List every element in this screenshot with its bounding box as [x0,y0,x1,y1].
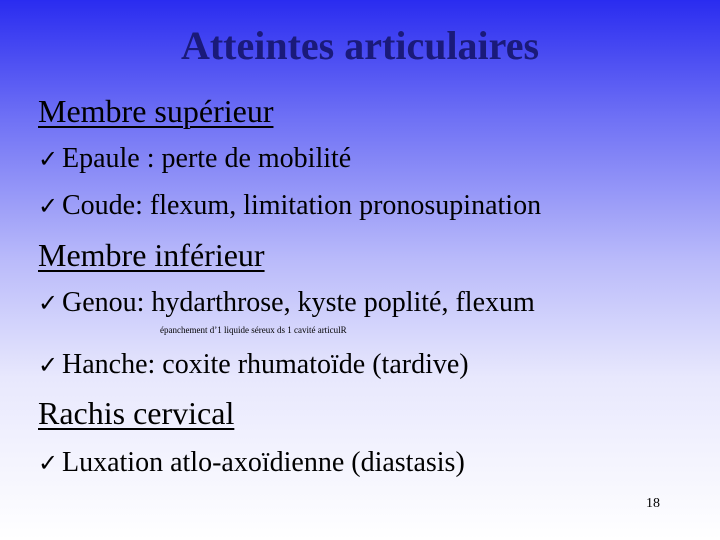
check-icon: ✓ [38,451,59,477]
bullet-text: Hanche: coxite rhumatoïde (tardive) [62,349,469,380]
check-icon: ✓ [38,147,59,173]
bullet-item-hanche [38,348,469,383]
footnote-epanchement: épanchement d’1 liquide séreux ds 1 cavité articulR [160,325,347,335]
page-number: 18 [646,496,660,511]
bullet-text: Epaule : perte de mobilité [62,143,352,174]
check-icon: ✓ [38,291,59,317]
bullet-item-coude [38,189,541,224]
bullet-item-genou [38,286,535,321]
slide-title: Atteintes articulaires [180,23,540,68]
bullet-text: Luxation atlo-axoïdienne (diastasis) [62,447,465,478]
section-heading-membre-superieur: Membre supérieur [38,93,274,129]
bullet-text: Genou: hydarthrose, kyste poplité, flexum [62,287,535,318]
section-heading-rachis-cervical: Rachis cervical [38,395,235,431]
bullet-item-luxation [38,446,465,481]
check-icon: ✓ [38,353,59,379]
bullet-text: Coude: flexum, limitation pronosupination [62,190,542,221]
section-heading-membre-inferieur: Membre inférieur [38,237,265,273]
bullet-item-epaule [38,142,351,177]
check-icon: ✓ [38,194,59,220]
